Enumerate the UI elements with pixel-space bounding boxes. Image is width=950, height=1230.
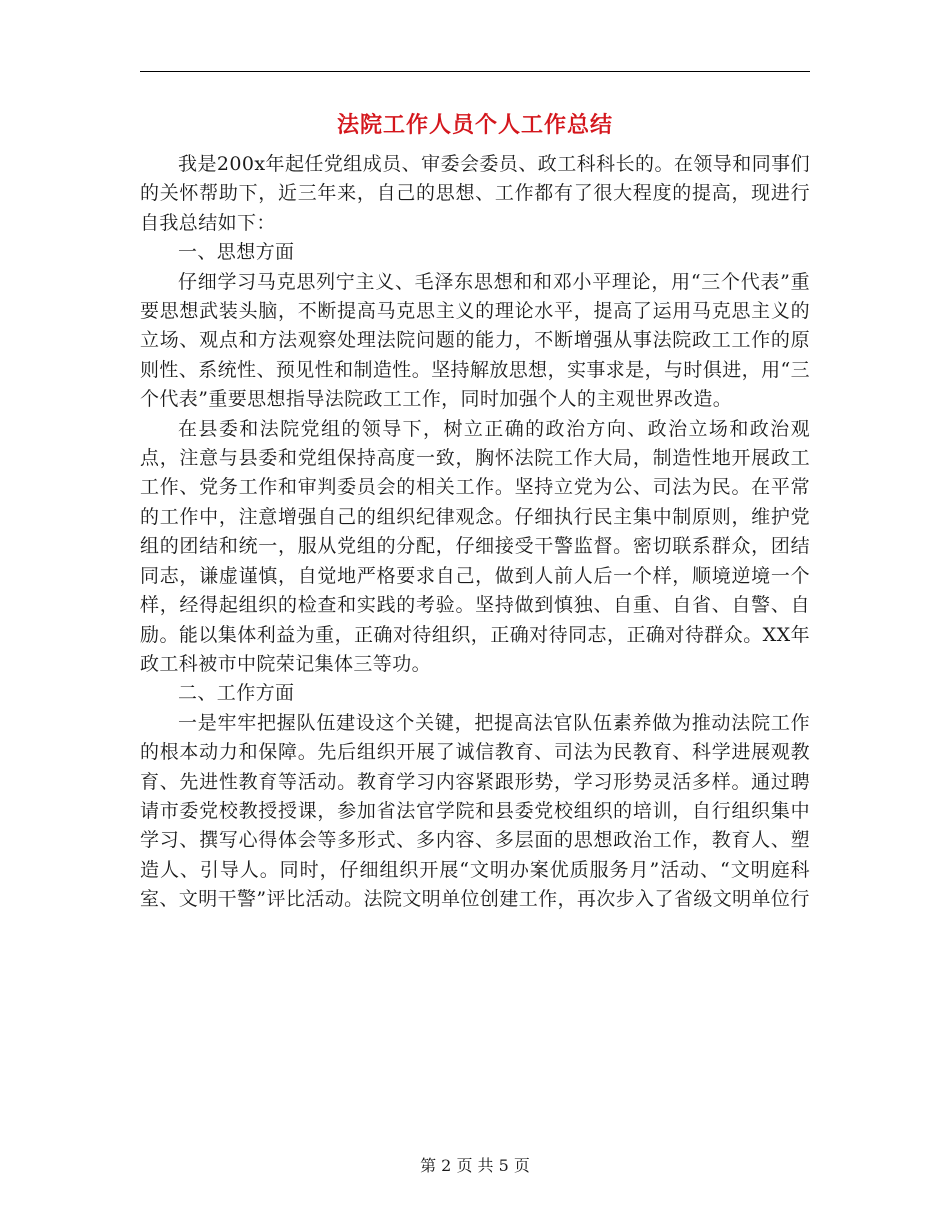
section-heading-work: 二、工作方面 xyxy=(178,682,295,705)
paragraph-work-1: 一是牢牢把握队伍建设这个关键，把提高法官队伍素养做为推动法院工作的根本动力和保障。先后组织开展了诚信教育、司法为民教育、科学进展观教育、先进性教育等活动。教育学习内容紧跟形势，学习形势灵活多样。通过聘请市委党校教授授课，参加省法官学院和县委党校组织的培训，自行组织集中学习、撰写心得体会等多形式、多内容、多层面的思想政治工作，教育人、塑造人、引导人。同时，仔细组织开展“文明办案优质服务月”活动、“文明庭科室、文明干警”评比活动。法院文明单位创建工作，再次步入了省级文明单位行 xyxy=(140,711,810,911)
paragraph-intro: 我是200x年起任党组成员、审委会委员、政工科科长的。在领导和同事们的关怀帮助下，近三年来，自己的思想、工作都有了很大程度的提高，现进行自我总结如下： xyxy=(140,153,810,234)
document-title: 法院工作人员个人工作总结 xyxy=(336,112,613,138)
header-rule xyxy=(140,71,810,72)
document-body xyxy=(140,150,810,915)
paragraph-thought-1: 仔细学习马克思列宁主义、毛泽东思想和和邓小平理论，用“三个代表”重要思想武装头脑，不断提高马克思主义的理论水平，提高了运用马克思主义的立场、观点和方法观察处理法院问题的能力，不断增强从事法院政工工作的原则性、系统性、预见性和制造性。坚持解放思想，实事求是，与时俱进，用“三个代表”重要思想指导法院政工工作，同时加强个人的主观世界改造。 xyxy=(140,270,810,411)
section-heading-thought: 一、思想方面 xyxy=(178,241,295,264)
page-indicator: 第 2 页 共 5 页 xyxy=(420,1156,530,1175)
paragraph-thought-2: 在县委和法院党组的领导下，树立正确的政治方向、政治立场和政治观点，注意与县委和党组保持高度一致，胸怀法院工作大局，制造性地开展政工工作、党务工作和审判委员会的相关工作。坚持立党为公、司法为民。在平常的工作中，注意增强自己的组织纪律观念。仔细执行民主集中制原则，维护党组的团结和统一，服从党组的分配，仔细接受干警监督。密切联系群众，团结同志，谦虚谨慎，自觉地严格要求自己，做到人前人后一个样，顺境逆境一个样，经得起组织的检查和实践的考验。坚持做到慎独、自重、自省、自警、自励。能以集体利益为重，正确对待组织，正确对待同志，正确对待群众。XX年政工科被市中院荣记集体三等功。 xyxy=(140,417,810,675)
